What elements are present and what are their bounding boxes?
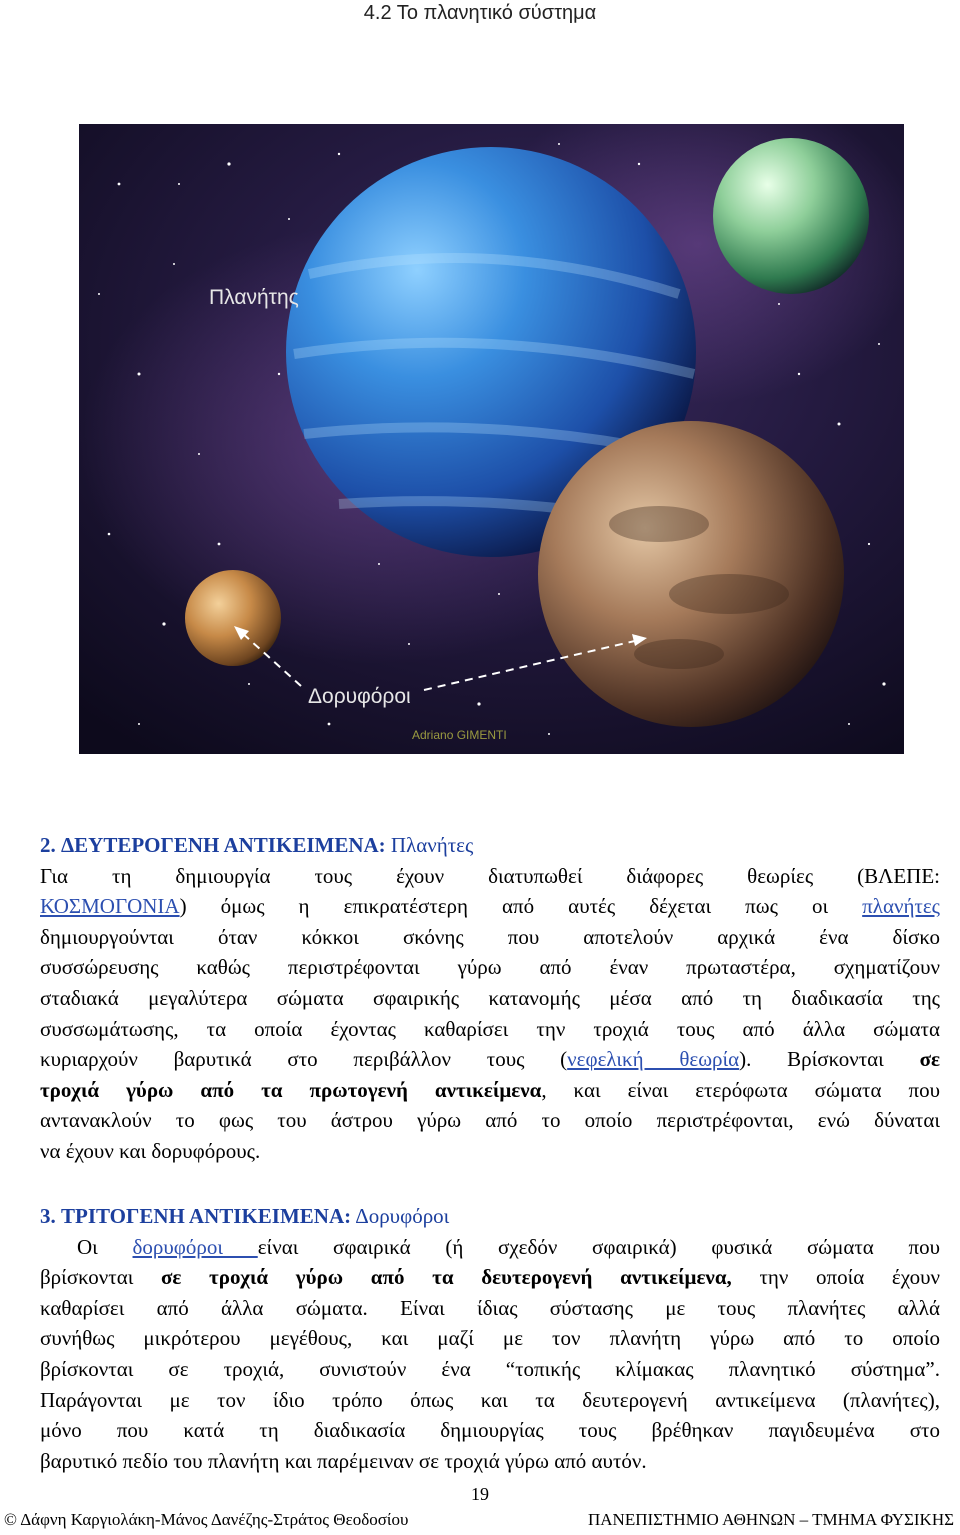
paragraph-line: βρίσκονται σε τροχιά γύρω από τα δευτερογενή αντικείμενα, την οποία έχουν <box>40 1265 941 1290</box>
section-2 <box>40 830 940 1167</box>
paragraph-line: δημιουργούνται όταν κόκκοι σκόνης που αποτελούν αρχικά ένα δίσκο <box>40 924 940 949</box>
paragraph-line: συσσώρευσης καθώς περιστρέφονται γύρω από έναν πρωταστέρα, σχηματίζουν <box>40 955 940 980</box>
paragraph-line: συνήθως μικρότερου μεγέθους, και μαζί με τον πλανήτη γύρω από το οποίο <box>40 1326 940 1351</box>
footer-institution: ΠΑΝΕΠΙΣΤΗΜΙΟ ΑΘΗΝΩΝ – ΤΜΗΜΑ ΦΥΣΙΚΗΣ <box>588 1510 954 1529</box>
paragraph-line: βαρυτικό πεδίο του πλανήτη και παρέμειναν σε τροχιά γύρω από αυτόν. <box>40 1448 647 1473</box>
image-credit: Adriano GIMENTI <box>412 728 507 742</box>
link-planets[interactable]: πλανήτες <box>862 894 940 919</box>
page-footer <box>0 1510 960 1534</box>
paragraph-line: τροχιά γύρω από τα πρωτογενή αντικείμενα, και είναι ετερόφωτα σώματα που <box>40 1077 940 1102</box>
orange-satellite <box>185 570 281 666</box>
label-satellites: Δορυφόροι <box>308 685 411 708</box>
paragraph-line: καθαρίσει από άλλα σώματα. Είναι ίδιας σύστασης με τους πλανήτες αλλά <box>40 1295 940 1320</box>
paragraph-line: συσσωμάτωσης, τα οποία έχοντας καθαρίσει την τροχιά τους από άλλα σώματα <box>40 1016 940 1041</box>
link-nebular-theory[interactable]: νεφελική θεωρία <box>567 1047 740 1072</box>
paragraph-line: Για τη δημιουργία τους έχουν διατυπωθεί διάφορες θεωρίες (ΒΛΕΠΕ: <box>40 863 940 888</box>
paragraph-line: μόνο που κατά τη διαδικασία δημιουργίας τους βρέθηκαν παγιδευμένα στο <box>40 1418 940 1443</box>
link-cosmogony[interactable]: ΚΟΣΜΟΓΟΝΙΑ <box>40 894 180 919</box>
paragraph-line: βρίσκονται σε τροχιά, συνιστούν ένα “τοπικής κλίμακας πλανητικό σύστημα”. <box>40 1356 940 1381</box>
footer-authors: © Δάφνη Καργιολάκη-Μάνος Δανέζης-Στράτος Θεοδοσίου <box>4 1510 409 1529</box>
paragraph-line: Οι δορυφόροι είναι σφαιρικά (ή σχεδόν σφαιρικά) φυσικά σώματα που <box>77 1234 940 1259</box>
section-3 <box>40 1201 940 1476</box>
space-scene <box>79 124 904 754</box>
section-3-heading: 3. ΤΡΙΤΟΓΕΝΗ ΑΝΤΙΚΕΙΜΕΝΑ: Δορυφόροι <box>40 1204 450 1228</box>
planets-illustration <box>79 124 904 754</box>
label-planet: Πλανήτης <box>209 286 299 309</box>
paragraph-line: ΚΟΣΜΟΓΟΝΙΑ) όμως η επικρατέστερη από αυτές δέχεται πως οι πλανήτες <box>40 894 940 919</box>
paragraph-line: Παράγονται με τον ίδιο τρόπο όπως και τα δευτερογενή αντικείμενα (πλανήτες), <box>40 1387 940 1412</box>
page-number: 19 <box>471 1484 489 1504</box>
paragraph-line: σταδιακά μεγαλύτερα σώματα σφαιρικής κατανομής μέσα από τη διαδικασία της <box>40 985 940 1010</box>
brown-satellite <box>538 421 844 727</box>
green-planet <box>713 138 869 294</box>
paragraph-line: αντανακλούν το φως του άστρου γύρω από το οποίο περιστρέφονται, ενώ δύναται <box>40 1108 940 1133</box>
link-satellites[interactable]: δορυφόροι <box>132 1234 258 1259</box>
paragraph-line: να έχουν και δορυφόρους. <box>40 1138 261 1163</box>
section-2-heading: 2. ΔΕΥΤΕΡΟΓΕΝΗ ΑΝΤΙΚΕΙΜΕΝΑ: Πλανήτες <box>40 833 474 857</box>
paragraph-line: κυριαρχούν βαρυτικά στο περιβάλλον τους (νεφελική θεωρία). Βρίσκονται σε <box>40 1047 940 1072</box>
page-header: 4.2 Το πλανητικό σύστημα <box>363 2 597 24</box>
